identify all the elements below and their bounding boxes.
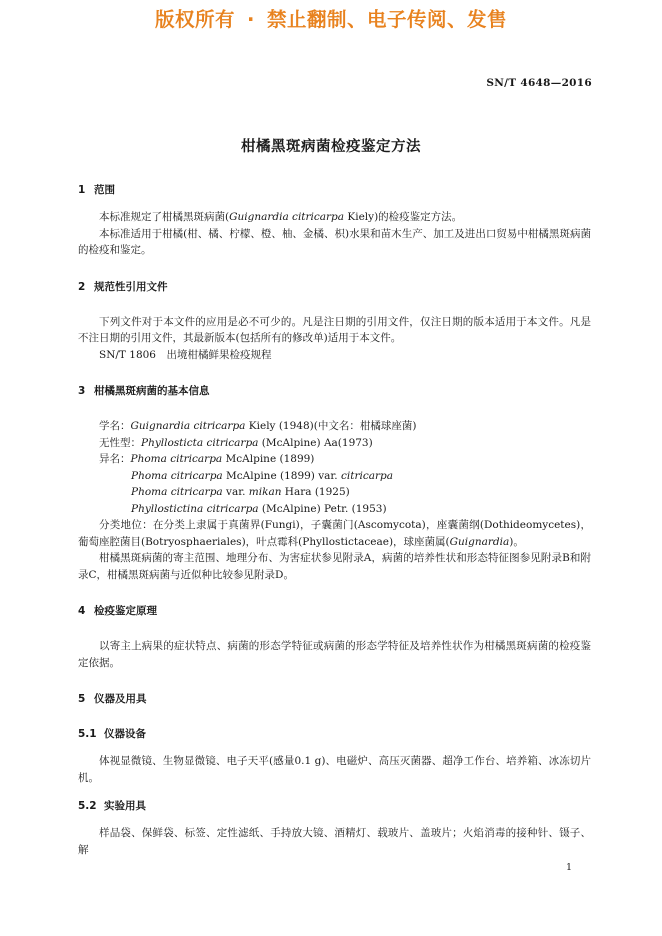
synonym: Phyllostictina citricarpa (McAlpine) Petr. (1953) [131, 502, 387, 515]
synonym: Phoma citricarpa var. mikan Hara (1925) [131, 486, 350, 498]
copyright-banner [0, 4, 662, 32]
section-5-1-heading [78, 726, 591, 741]
paragraph: 以寄主上病果的症状特点、病菌的形态学特征或病菌的形态学特征及培养性状作为柑橘黑斑病菌的检疫鉴定依据。 [78, 640, 591, 669]
section-5-heading [78, 691, 591, 706]
section-number: 1 [78, 184, 86, 196]
section-number: 5 [78, 693, 86, 705]
section-5-2-heading [78, 798, 591, 813]
anamorph: 无性型：Phyllosticta citricarpa (McAlpine) Aa(1973) [99, 436, 373, 449]
paragraph: 体视显微镜、生物显微镜、电子天平(感量0.1 g)、电磁炉、高压灭菌器、超净工作台、培养箱、冰冻切片机。 [78, 755, 591, 784]
scientific-name: 学名：Guignardia citricarpa Kiely (1948)(中文名：柑橘球座菌) [99, 420, 417, 432]
normative-reference: SN/T 1806 出境柑橘鲜果检疫规程 [99, 348, 272, 361]
section-number: 3 [78, 385, 86, 397]
document-body [78, 182, 591, 858]
section-2-heading [78, 279, 591, 294]
section-number: 5.2 [78, 800, 97, 812]
section-title: 实验用具 [104, 800, 146, 812]
section-title: 检疫鉴定原理 [94, 605, 157, 617]
banner-right: 禁止翻制、电子传阅、发售 [266, 8, 507, 31]
paragraph: 本标准适用于柑橘(柑、橘、柠檬、橙、柚、金橘、枳)水果和苗木生产、加工及进出口贸易中柑橘黑斑病菌的检疫和鉴定。 [78, 227, 591, 256]
banner-dot: · [247, 8, 255, 31]
standard-code: SN/T 4648—2016 [486, 77, 592, 89]
section-title: 仪器设备 [104, 728, 146, 740]
section-number: 2 [78, 280, 86, 293]
banner-left: 版权所有 [155, 8, 236, 31]
paragraph: 柑橘黑斑病菌的寄主范围、地理分布、为害症状参见附录A，病菌的培养性状和形态特征图参见附录B和附录C，柑橘黑斑病菌与近似种比较参见附录D。 [78, 552, 591, 581]
paragraph: 样品袋、保鲜袋、标签、定性滤纸、手持放大镜、酒精灯、载玻片、盖玻片；火焰消毒的接种针、镊子、解 [78, 827, 591, 856]
section-title: 范围 [94, 184, 115, 196]
section-title: 仪器及用具 [94, 693, 147, 705]
section-3-heading [78, 383, 591, 398]
page-number: 1 [565, 862, 572, 873]
section-title: 柑橘黑斑病菌的基本信息 [94, 385, 210, 397]
section-4-heading [78, 603, 591, 618]
section-title: 规范性引用文件 [94, 280, 168, 293]
taxonomy: 分类地位：在分类上隶属于真菌界(Fungi)，子囊菌门(Ascomycota)，座囊菌纲(Dothideomycetes)，葡萄座腔菌目(Botryosphaeriales)，叶点霉科(Phyllostictaceae)，球座菌属(Guignardia)。 [78, 519, 591, 548]
paragraph: 本标准规定了柑橘黑斑病菌(Guignardia citricarpa Kiely)的检疫鉴定方法。 [99, 211, 463, 223]
section-number: 5.1 [78, 728, 97, 740]
page-title: 柑橘黑斑病菌检疫鉴定方法 [241, 139, 421, 155]
synonym: 异名：Phoma citricarpa McAlpine (1899) [99, 453, 315, 465]
synonym: Phoma citricarpa McAlpine (1899) var. citricarpa [131, 469, 393, 482]
section-1-heading [78, 182, 591, 197]
section-number: 4 [78, 605, 86, 617]
paragraph: 下列文件对于本文件的应用是必不可少的。凡是注日期的引用文件，仅注日期的版本适用于本文件。凡是不注日期的引用文件，其最新版本(包括所有的修改单)适用于本文件。 [78, 315, 591, 344]
